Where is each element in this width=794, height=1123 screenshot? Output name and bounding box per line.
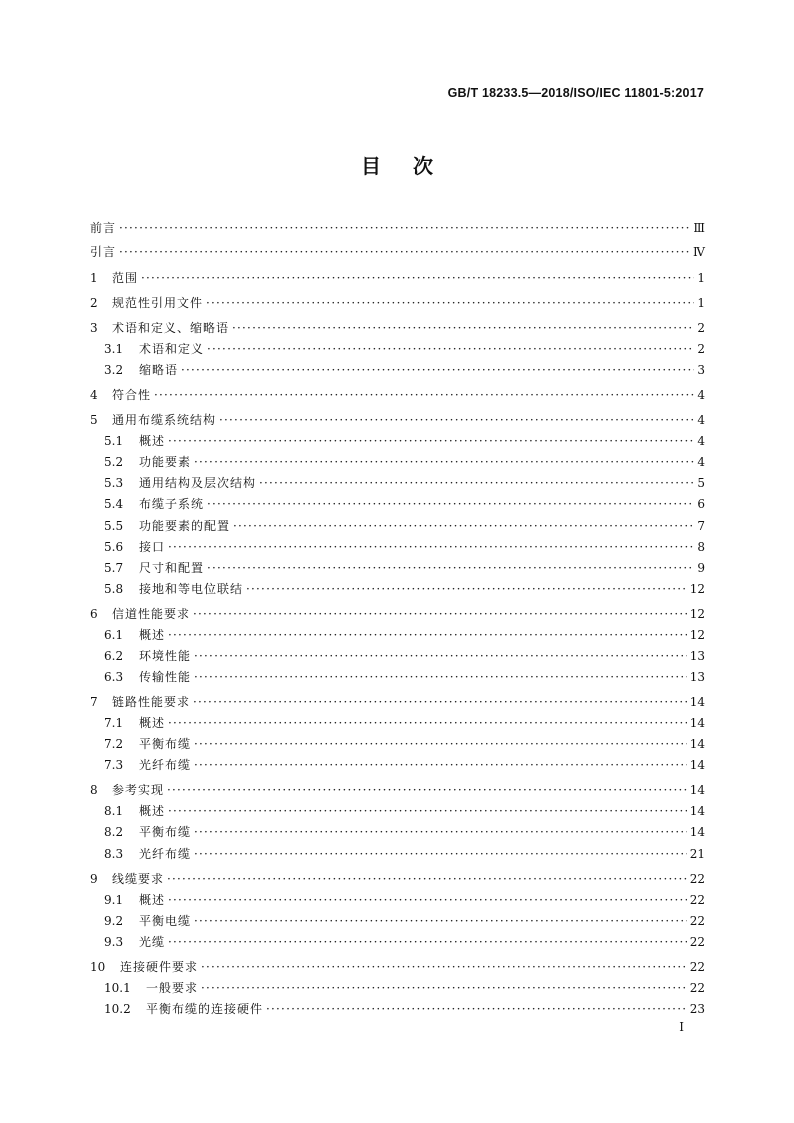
dot-leader xyxy=(141,268,694,288)
dot-leader xyxy=(193,604,687,624)
standard-code: GB/T 18233.5—2018/ISO/IEC 11801-5:2017 xyxy=(447,86,704,100)
toc-entry-title: 概述 xyxy=(139,716,166,730)
toc-entry-title: 概述 xyxy=(139,434,166,448)
toc-entry-page: 1 xyxy=(697,296,705,310)
toc-entry[interactable] xyxy=(90,755,705,775)
toc-entry-number: 5.4 xyxy=(104,497,124,511)
toc-entry-number: 7.3 xyxy=(104,758,124,772)
dot-leader xyxy=(233,516,694,536)
toc-entry-title: 引言 xyxy=(90,245,117,259)
toc-entry-page: 2 xyxy=(697,342,705,356)
dot-leader xyxy=(168,537,694,557)
toc-entry-number: 5.5 xyxy=(104,519,124,533)
toc-entry-title: 传输性能 xyxy=(139,670,192,684)
dot-leader xyxy=(194,646,687,666)
dot-leader xyxy=(201,957,687,977)
toc-entry-title: 线缆要求 xyxy=(112,872,165,886)
dot-leader xyxy=(266,999,687,1019)
dot-leader xyxy=(168,801,687,821)
toc-entry-page: 14 xyxy=(689,758,705,772)
toc-entry-number: 7.2 xyxy=(104,737,124,751)
toc-entry-title: 光缆 xyxy=(139,935,166,949)
toc-entry-number: 10 xyxy=(90,960,106,974)
toc-entry-number: 10.2 xyxy=(104,1002,131,1016)
toc-entry-title: 尺寸和配置 xyxy=(139,561,205,575)
toc-entry-number: 6 xyxy=(90,607,98,621)
toc-entry-title: 光纤布缆 xyxy=(139,758,192,772)
toc-entry-number: 5.7 xyxy=(104,561,124,575)
toc-entry-title: 功能要素的配置 xyxy=(139,519,231,533)
toc-entry[interactable] xyxy=(90,646,705,666)
toc-entry-title: 平衡布缆 xyxy=(139,825,192,839)
toc-entry[interactable] xyxy=(90,473,705,493)
toc-entry[interactable] xyxy=(90,604,705,624)
toc-entry-page: 21 xyxy=(689,847,705,861)
toc-entry[interactable] xyxy=(90,667,705,687)
dot-leader xyxy=(154,385,694,405)
toc-entry-page: 14 xyxy=(689,695,705,709)
dot-leader xyxy=(207,558,694,578)
toc-entry[interactable] xyxy=(90,801,705,821)
toc-entry[interactable] xyxy=(90,579,705,599)
toc-entry-title: 规范性引用文件 xyxy=(112,296,204,310)
toc-entry-page: 22 xyxy=(689,935,705,949)
toc-entry-page: 22 xyxy=(689,960,705,974)
toc-entry-number: 3.2 xyxy=(104,363,124,377)
page-number: I xyxy=(679,1020,684,1034)
page-title xyxy=(0,150,794,179)
toc-entry-number: 7 xyxy=(90,695,98,709)
dot-leader xyxy=(194,822,687,842)
toc-entry[interactable] xyxy=(90,734,705,754)
toc-entry-title: 通用布缆系统结构 xyxy=(112,413,217,427)
toc-entry[interactable] xyxy=(90,844,705,864)
toc-entry-title: 缩略语 xyxy=(139,363,179,377)
toc-entry-number: 9.3 xyxy=(104,935,124,949)
toc-entry-page: 12 xyxy=(689,607,705,621)
toc-entry-page: 4 xyxy=(697,434,705,448)
dot-leader xyxy=(181,360,694,380)
toc-entry[interactable] xyxy=(90,516,705,536)
toc-entry-page: 14 xyxy=(689,737,705,751)
toc-entry-title: 概述 xyxy=(139,893,166,907)
toc-entry-title: 链路性能要求 xyxy=(112,695,191,709)
dot-leader xyxy=(219,410,694,430)
toc-entry-number: 9 xyxy=(90,872,98,886)
toc-entry-page: 9 xyxy=(697,561,705,575)
title-char-2: 次 xyxy=(413,154,433,178)
toc-entry[interactable] xyxy=(90,452,705,472)
dot-leader xyxy=(194,844,687,864)
toc-entry-page: 5 xyxy=(697,476,705,490)
toc-entry-title: 平衡电缆 xyxy=(139,914,192,928)
toc-entry-page: 14 xyxy=(689,825,705,839)
toc-entry-page: 7 xyxy=(697,519,705,533)
toc-entry[interactable] xyxy=(90,713,705,733)
dot-leader xyxy=(194,452,694,472)
toc-entry-page: 14 xyxy=(689,783,705,797)
toc-entry-number: 6.2 xyxy=(104,649,124,663)
toc-entry-title: 概述 xyxy=(139,628,166,642)
toc-entry-title: 平衡布缆的连接硬件 xyxy=(146,1002,264,1016)
toc-entry-title: 范围 xyxy=(112,271,139,285)
toc-entry-number: 9.2 xyxy=(104,914,124,928)
toc-entry-page: 14 xyxy=(689,804,705,818)
dot-leader xyxy=(168,713,687,733)
toc-entry-page: 4 xyxy=(697,413,705,427)
dot-leader xyxy=(168,431,694,451)
dot-leader xyxy=(119,242,690,262)
dot-leader xyxy=(232,318,694,338)
toc-entry[interactable] xyxy=(90,318,705,338)
toc-entry-page: 23 xyxy=(689,1002,705,1016)
toc-entry[interactable] xyxy=(90,822,705,842)
toc-entry-title: 功能要素 xyxy=(139,455,192,469)
toc-entry-number: 5.3 xyxy=(104,476,124,490)
toc-entry-title: 通用结构及层次结构 xyxy=(139,476,257,490)
toc-entry-title: 平衡布缆 xyxy=(139,737,192,751)
dot-leader xyxy=(259,473,694,493)
toc-entry-number: 5.6 xyxy=(104,540,124,554)
toc-entry-number: 4 xyxy=(90,388,98,402)
toc-entry-title: 接地和等电位联结 xyxy=(139,582,244,596)
toc-entry-page: 4 xyxy=(697,388,705,402)
toc-entry-number: 6.3 xyxy=(104,670,124,684)
toc-entry-number: 5 xyxy=(90,413,98,427)
toc-entry[interactable] xyxy=(90,360,705,380)
toc-entry-page: 6 xyxy=(697,497,705,511)
dot-leader xyxy=(168,932,687,952)
dot-leader xyxy=(194,734,687,754)
toc-entry-number: 5.1 xyxy=(104,434,124,448)
toc-entry-page: Ⅲ xyxy=(693,221,705,235)
toc-entry[interactable] xyxy=(90,537,705,557)
toc-entry-title: 一般要求 xyxy=(146,981,199,995)
toc-entry-page: 22 xyxy=(689,914,705,928)
toc-entry[interactable] xyxy=(90,558,705,578)
toc-entry[interactable] xyxy=(90,293,705,313)
toc-entry-page: 12 xyxy=(689,628,705,642)
toc-entry[interactable] xyxy=(90,242,705,262)
toc-entry-title: 连接硬件要求 xyxy=(120,960,199,974)
toc-entry-number: 7.1 xyxy=(104,716,124,730)
toc-entry[interactable] xyxy=(90,780,705,800)
toc-entry-title: 信道性能要求 xyxy=(112,607,191,621)
dot-leader xyxy=(193,692,687,712)
toc-entry-page: 22 xyxy=(689,981,705,995)
dot-leader xyxy=(194,911,687,931)
dot-leader xyxy=(167,869,687,889)
toc-entry-title: 参考实现 xyxy=(112,783,165,797)
toc-entry-page: 13 xyxy=(689,649,705,663)
toc-entry-title: 光纤布缆 xyxy=(139,847,192,861)
dot-leader xyxy=(206,293,694,313)
toc-entry[interactable] xyxy=(90,410,705,430)
toc-entry[interactable] xyxy=(90,957,705,977)
toc-entry-page: 4 xyxy=(697,455,705,469)
toc-entry[interactable] xyxy=(90,431,705,451)
toc-entry-title: 环境性能 xyxy=(139,649,192,663)
dot-leader xyxy=(207,494,694,514)
toc-entry[interactable] xyxy=(90,218,705,238)
toc-entry-number: 8 xyxy=(90,783,98,797)
toc-entry-page: 13 xyxy=(689,670,705,684)
toc-entry-page: 2 xyxy=(697,321,705,335)
dot-leader xyxy=(168,625,687,645)
toc-entry-number: 10.1 xyxy=(104,981,131,995)
toc-entry-number: 2 xyxy=(90,296,98,310)
toc-entry-page: 1 xyxy=(697,271,705,285)
toc-entry[interactable] xyxy=(90,268,705,288)
toc-entry-page: 3 xyxy=(697,363,705,377)
toc-entry-number: 5.8 xyxy=(104,582,124,596)
dot-leader xyxy=(194,755,687,775)
toc-entry[interactable] xyxy=(90,339,705,359)
toc-entry[interactable] xyxy=(90,890,705,910)
toc-entry[interactable] xyxy=(90,385,705,405)
toc-entry-number: 8.1 xyxy=(104,804,124,818)
dot-leader xyxy=(194,667,687,687)
title-char-1: 目 xyxy=(361,154,381,178)
toc-entry-page: 14 xyxy=(689,716,705,730)
toc-entry-title: 术语和定义、缩略语 xyxy=(112,321,230,335)
toc-entry-number: 3 xyxy=(90,321,98,335)
toc-entry-number: 3.1 xyxy=(104,342,124,356)
toc-entry[interactable] xyxy=(90,932,705,952)
toc-entry-title: 概述 xyxy=(139,804,166,818)
dot-leader xyxy=(119,218,690,238)
toc-entry-page: 8 xyxy=(697,540,705,554)
toc-entry[interactable] xyxy=(90,625,705,645)
toc-entry-page: 12 xyxy=(689,582,705,596)
toc-entry-number: 6.1 xyxy=(104,628,124,642)
toc-entry-number: 8.3 xyxy=(104,847,124,861)
toc-entry-title: 接口 xyxy=(139,540,166,554)
dot-leader xyxy=(207,339,694,359)
toc-entry-title: 术语和定义 xyxy=(139,342,205,356)
toc-entry[interactable] xyxy=(90,869,705,889)
toc-entry-title: 前言 xyxy=(90,221,117,235)
dot-leader xyxy=(167,780,687,800)
toc-entry-number: 8.2 xyxy=(104,825,124,839)
toc-entry-page: 22 xyxy=(689,893,705,907)
dot-leader xyxy=(246,579,687,599)
toc-entry[interactable] xyxy=(90,911,705,931)
toc-entry-page: Ⅳ xyxy=(693,245,705,259)
toc-entry-number: 5.2 xyxy=(104,455,124,469)
toc-entry[interactable] xyxy=(90,692,705,712)
toc-entry[interactable] xyxy=(90,999,705,1019)
toc-entry-title: 布缆子系统 xyxy=(139,497,205,511)
dot-leader xyxy=(168,890,687,910)
toc-entry[interactable] xyxy=(90,978,705,998)
toc-entry[interactable] xyxy=(90,494,705,514)
toc-entry-number: 1 xyxy=(90,271,98,285)
toc-entry-number: 9.1 xyxy=(104,893,124,907)
toc-entry-title: 符合性 xyxy=(112,388,152,402)
dot-leader xyxy=(201,978,687,998)
toc-entry-page: 22 xyxy=(689,872,705,886)
